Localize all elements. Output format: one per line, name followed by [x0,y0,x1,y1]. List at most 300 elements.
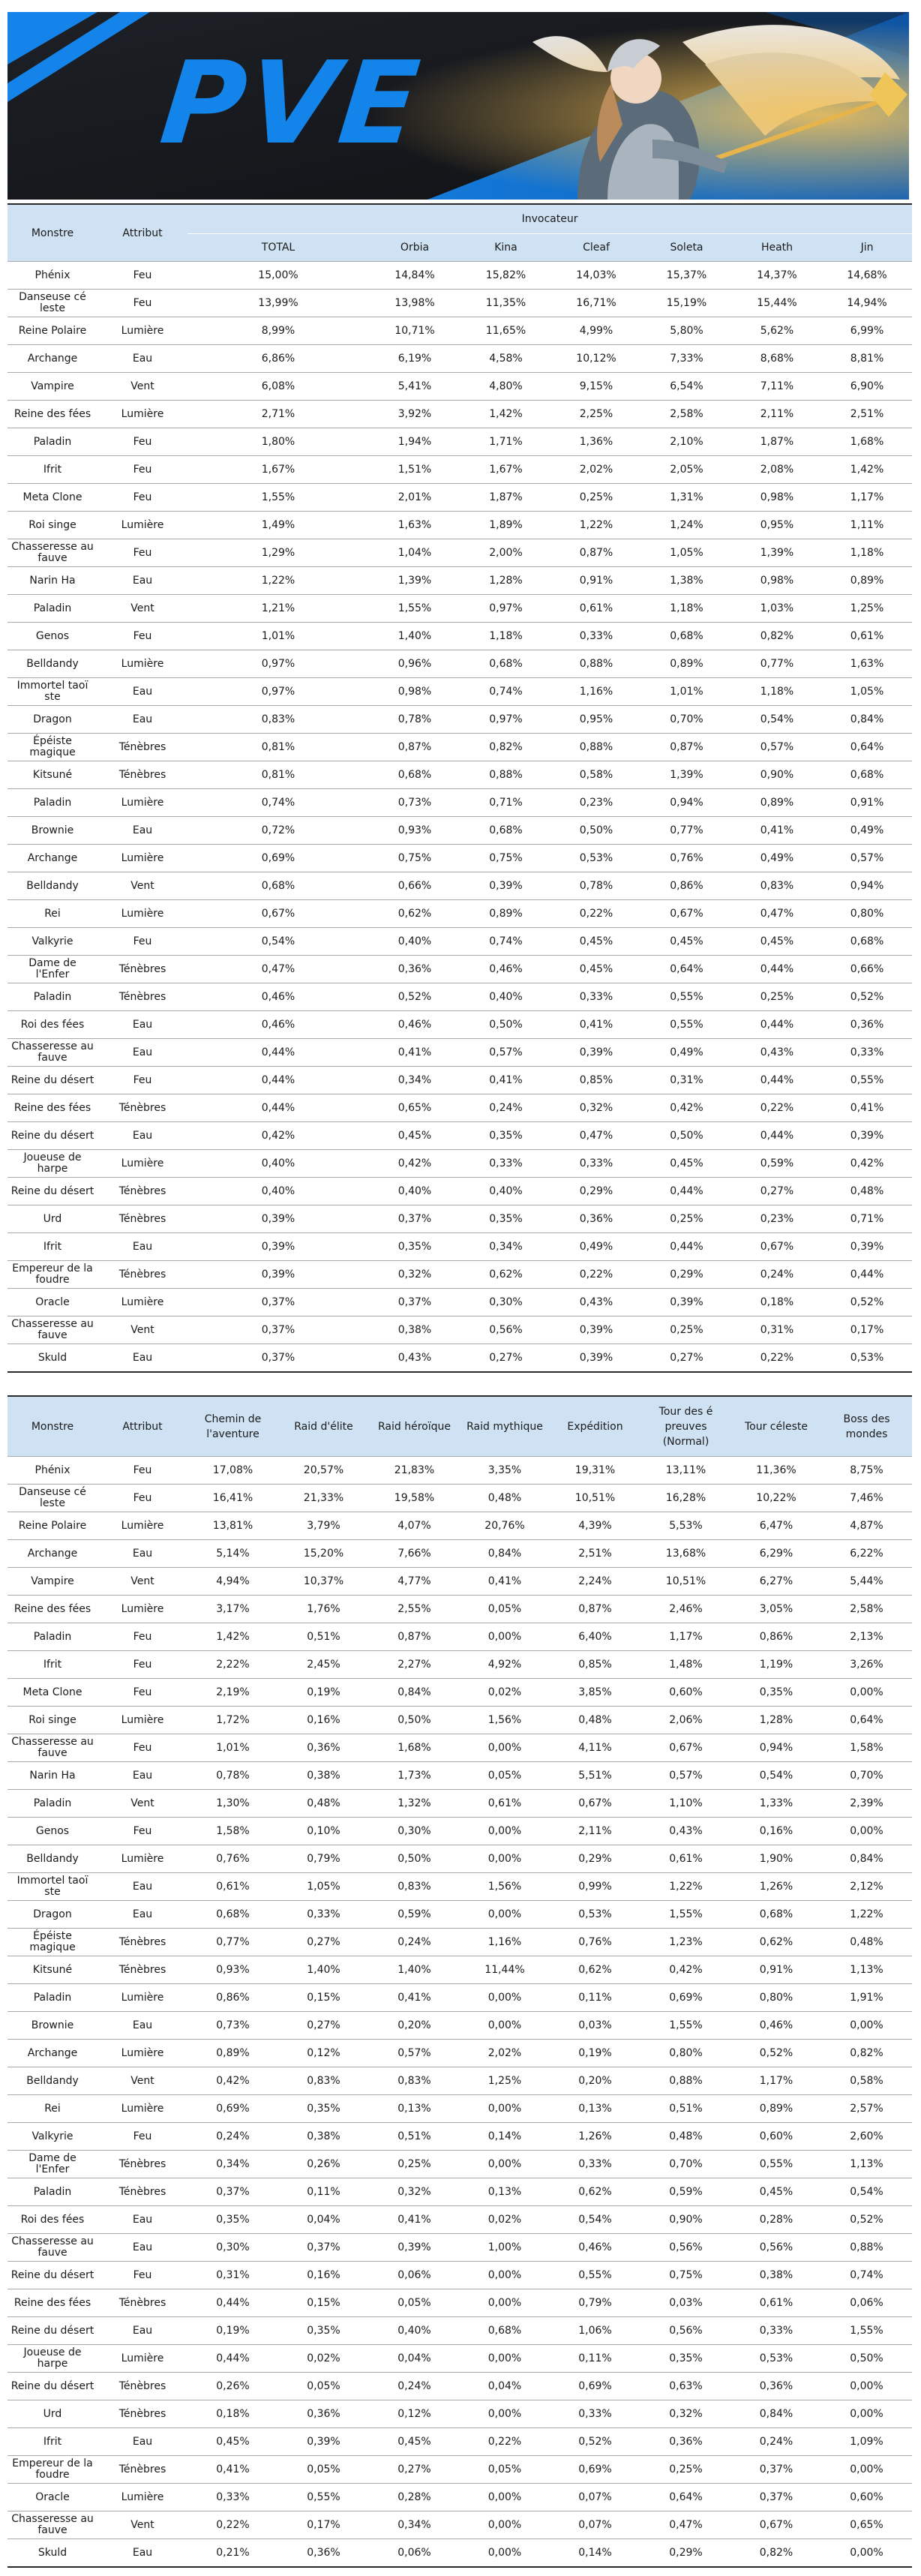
percentage-cell: 0,40% [188,1150,369,1178]
header-mode-1: Attribut [98,1396,188,1457]
percentage-cell: 0,58% [821,2067,912,2095]
percentage-cell: 1,25% [460,2067,550,2095]
table-row [8,345,912,373]
percentage-cell: 0,50% [821,2345,912,2373]
percentage-cell: 21,83% [369,1457,460,1485]
percentage-cell: 0,69% [188,845,369,872]
table-row [8,1485,912,1512]
table-row [8,1623,912,1651]
attribute-cell: Feu [98,2123,188,2151]
percentage-cell: 0,04% [278,2206,369,2234]
percentage-cell: 0,82% [731,2539,821,2568]
percentage-cell: 1,18% [732,678,822,706]
percentage-cell: 0,13% [369,2095,460,2123]
table-row [8,2012,912,2040]
table-row [8,484,912,512]
monster-name-cell: Belldandy [8,2067,98,2095]
percentage-cell: 0,54% [550,2206,640,2234]
percentage-cell: 0,00% [460,2151,550,2178]
attribute-cell: Feu [98,290,188,317]
percentage-cell: 0,12% [369,2400,460,2428]
percentage-cell: 0,83% [188,706,369,734]
table-row [8,2456,912,2484]
percentage-cell: 1,39% [641,761,732,789]
table-row [8,2234,912,2262]
percentage-cell: 0,81% [188,761,369,789]
percentage-cell: 0,55% [641,983,732,1011]
table-row [8,1205,912,1233]
percentage-cell: 0,40% [369,928,460,956]
percentage-cell: 0,37% [188,1317,369,1344]
percentage-cell: 0,59% [369,1901,460,1929]
attribute-cell: Eau [98,2012,188,2040]
percentage-cell: 0,32% [369,1261,460,1289]
percentage-cell: 0,23% [551,789,641,817]
table-row [8,2373,912,2400]
percentage-cell: 1,58% [821,1734,912,1762]
table-row [8,928,912,956]
percentage-cell: 2,58% [641,401,732,428]
monster-name-cell: Valkyrie [8,2123,98,2151]
percentage-cell: 0,41% [369,2206,460,2234]
table-row [8,623,912,650]
monster-name-cell: Roi singe [8,1707,98,1734]
percentage-cell: 0,02% [460,2206,550,2234]
percentage-cell: 0,33% [278,1901,369,1929]
percentage-cell: 1,72% [188,1707,278,1734]
percentage-cell: 0,51% [640,2095,731,2123]
percentage-cell: 0,43% [551,1289,641,1317]
percentage-cell: 0,18% [188,2400,278,2428]
percentage-cell: 0,00% [821,1818,912,1845]
percentage-cell: 4,07% [369,1512,460,1540]
monster-name-cell: Archange [8,845,98,872]
percentage-cell: 4,99% [551,317,641,345]
percentage-cell: 15,44% [732,290,822,317]
attribute-cell: Ténèbres [98,1956,188,1984]
percentage-cell: 11,65% [460,317,551,345]
percentage-cell: 0,86% [188,1984,278,2012]
percentage-cell: 0,38% [278,1762,369,1790]
attribute-cell: Feu [98,428,188,456]
percentage-cell: 1,55% [640,2012,731,2040]
attribute-cell: Ténèbres [98,2400,188,2428]
monster-name-cell: Urd [8,1205,98,1233]
percentage-cell: 0,41% [822,1094,912,1122]
percentage-cell: 2,00% [460,539,551,567]
percentage-cell: 8,81% [822,345,912,373]
percentage-cell: 0,74% [460,678,551,706]
percentage-cell: 0,00% [821,2012,912,2040]
percentage-cell: 7,66% [369,1540,460,1568]
percentage-cell: 1,23% [640,1929,731,1956]
header-invocateur-6: Jin [822,234,912,262]
percentage-cell: 0,00% [821,2456,912,2484]
percentage-cell: 14,94% [822,290,912,317]
table-row [8,678,912,706]
table-row [8,1818,912,1845]
percentage-cell: 1,05% [278,1873,369,1901]
percentage-cell: 0,36% [640,2428,731,2456]
percentage-cell: 0,49% [551,1233,641,1261]
percentage-cell: 0,47% [732,900,822,928]
table-row [8,1651,912,1679]
monster-name-cell: Roi des fées [8,1011,98,1039]
percentage-cell: 0,55% [822,1067,912,1094]
percentage-cell: 0,39% [551,1344,641,1373]
percentage-cell: 0,35% [278,2095,369,2123]
attribute-cell: Eau [98,567,188,595]
percentage-cell: 0,61% [460,1790,550,1818]
attribute-cell: Ténèbres [98,2178,188,2206]
percentage-cell: 0,50% [641,1122,732,1150]
percentage-cell: 0,53% [550,1901,640,1929]
table-row [8,734,912,761]
percentage-cell: 1,28% [460,567,551,595]
percentage-cell: 0,89% [460,900,551,928]
attribute-cell: Ténèbres [98,1261,188,1289]
percentage-cell: 20,76% [460,1512,550,1540]
percentage-cell: 0,24% [369,2373,460,2400]
attribute-cell: Eau [98,706,188,734]
monster-name-cell: Danseuse cé leste [8,1485,98,1512]
percentage-cell: 0,87% [551,539,641,567]
percentage-cell: 0,15% [278,2289,369,2317]
table-row [8,539,912,567]
percentage-cell: 3,92% [369,401,460,428]
percentage-cell: 0,42% [188,1122,369,1150]
header-mode-2: Chemin de l'aventure [188,1396,278,1457]
percentage-cell: 2,11% [732,401,822,428]
percentage-cell: 0,35% [278,2317,369,2345]
percentage-cell: 1,16% [551,678,641,706]
attribute-cell: Lumière [98,2095,188,2123]
percentage-cell: 0,69% [640,1984,731,2012]
header-mode-7: Tour des é preuves (Normal) [640,1396,731,1457]
percentage-cell: 11,35% [460,290,551,317]
table-row [8,1762,912,1790]
table-row [8,1540,912,1568]
percentage-cell: 4,92% [460,1651,550,1679]
percentage-cell: 0,50% [460,1011,551,1039]
percentage-cell: 0,33% [550,2400,640,2428]
percentage-cell: 0,39% [188,1261,369,1289]
percentage-cell: 0,91% [822,789,912,817]
percentage-cell: 6,29% [731,1540,821,1568]
percentage-cell: 0,89% [732,789,822,817]
table-row [8,2151,912,2178]
percentage-cell: 0,98% [369,678,460,706]
percentage-cell: 8,75% [821,1457,912,1485]
percentage-cell: 0,80% [822,900,912,928]
table-row [8,595,912,623]
percentage-cell: 0,22% [460,2428,550,2456]
attribute-cell: Lumière [98,317,188,345]
percentage-cell: 0,75% [369,845,460,872]
attribute-cell: Eau [98,678,188,706]
percentage-cell: 1,36% [551,428,641,456]
percentage-cell: 0,84% [731,2400,821,2428]
percentage-cell: 0,58% [551,761,641,789]
monster-name-cell: Reine du désert [8,1122,98,1150]
monster-name-cell: Genos [8,623,98,650]
percentage-cell: 0,46% [369,1011,460,1039]
percentage-cell: 1,10% [640,1790,731,1818]
attribute-cell: Eau [98,817,188,845]
percentage-cell: 0,37% [731,2484,821,2511]
percentage-cell: 0,44% [641,1178,732,1205]
percentage-cell: 1,55% [188,484,369,512]
percentage-cell: 1,21% [188,595,369,623]
percentage-cell: 2,08% [732,456,822,484]
percentage-cell: 2,27% [369,1651,460,1679]
percentage-cell: 15,37% [641,262,732,290]
table-row [8,456,912,484]
percentage-cell: 0,88% [460,761,551,789]
percentage-cell: 1,94% [369,428,460,456]
percentage-cell: 0,57% [369,2040,460,2067]
percentage-cell: 6,99% [822,317,912,345]
percentage-cell: 0,34% [369,2511,460,2539]
percentage-cell: 0,36% [551,1205,641,1233]
attribute-cell: Eau [98,1011,188,1039]
attribute-cell: Eau [98,1233,188,1261]
percentage-cell: 1,32% [369,1790,460,1818]
percentage-cell: 1,80% [188,428,369,456]
percentage-cell: 0,41% [551,1011,641,1039]
percentage-cell: 0,05% [460,1762,550,1790]
percentage-cell: 8,68% [732,345,822,373]
table-row [8,2428,912,2456]
percentage-cell: 0,91% [551,567,641,595]
percentage-cell: 0,05% [369,2289,460,2317]
percentage-cell: 0,04% [460,2373,550,2400]
percentage-cell: 0,50% [551,817,641,845]
percentage-cell: 1,63% [822,650,912,678]
percentage-cell: 2,39% [821,1790,912,1818]
monster-name-cell: Paladin [8,595,98,623]
percentage-cell: 1,42% [822,456,912,484]
percentage-cell: 0,97% [460,595,551,623]
monster-name-cell: Reine du désert [8,2262,98,2289]
percentage-cell: 21,33% [278,1485,369,1512]
percentage-cell: 0,68% [188,872,369,900]
percentage-cell: 0,25% [641,1317,732,1344]
percentage-cell: 0,56% [731,2234,821,2262]
percentage-cell: 16,71% [551,290,641,317]
percentage-cell: 0,42% [369,1150,460,1178]
percentage-cell: 1,40% [369,1956,460,1984]
monster-name-cell: Oracle [8,2484,98,2511]
percentage-cell: 3,79% [278,1512,369,1540]
monster-name-cell: Dragon [8,1901,98,1929]
percentage-cell: 0,82% [821,2040,912,2067]
percentage-cell: 0,43% [732,1039,822,1067]
percentage-cell: 0,48% [821,1929,912,1956]
percentage-cell: 0,48% [278,1790,369,1818]
attribute-cell: Feu [98,539,188,567]
percentage-cell: 1,06% [550,2317,640,2345]
monster-name-cell: Ifrit [8,2428,98,2456]
percentage-cell: 0,37% [731,2456,821,2484]
percentage-cell: 0,43% [640,1818,731,1845]
table-row [8,2484,912,2511]
percentage-cell: 2,25% [551,401,641,428]
percentage-cell: 10,12% [551,345,641,373]
table-row [8,512,912,539]
percentage-cell: 0,38% [278,2123,369,2151]
percentage-cell: 0,51% [278,1623,369,1651]
monster-name-cell: Chasseresse au fauve [8,2234,98,2262]
table-row [8,1901,912,1929]
percentage-cell: 1,40% [278,1956,369,1984]
header-mode-9: Boss des mondes [821,1396,912,1457]
percentage-cell: 0,59% [640,2178,731,2206]
percentage-cell: 0,56% [640,2317,731,2345]
percentage-cell: 0,86% [731,1623,821,1651]
percentage-cell: 1,05% [641,539,732,567]
percentage-cell: 0,25% [640,2456,731,2484]
percentage-cell: 0,87% [369,1623,460,1651]
percentage-cell: 0,82% [460,734,551,761]
table-row [8,1067,912,1094]
monster-name-cell: Reine du désert [8,2317,98,2345]
percentage-cell: 0,44% [732,1067,822,1094]
percentage-cell: 1,18% [822,539,912,567]
percentage-cell: 0,41% [369,1039,460,1067]
percentage-cell: 0,31% [188,2262,278,2289]
attribute-cell: Eau [98,345,188,373]
attribute-cell: Lumière [98,1512,188,1540]
percentage-cell: 2,55% [369,1596,460,1623]
percentage-cell: 0,31% [641,1067,732,1094]
percentage-cell: 0,55% [278,2484,369,2511]
table-row [8,2178,912,2206]
attribute-cell: Lumière [98,1707,188,1734]
percentage-cell: 0,90% [732,761,822,789]
table-row [8,1512,912,1540]
table-row [8,2262,912,2289]
percentage-cell: 2,05% [641,456,732,484]
percentage-cell: 0,33% [460,1150,551,1178]
percentage-cell: 0,20% [550,2067,640,2095]
percentage-cell: 0,64% [641,956,732,983]
monster-name-cell: Chasseresse au fauve [8,1734,98,1762]
percentage-cell: 1,42% [188,1623,278,1651]
percentage-cell: 0,34% [460,1233,551,1261]
percentage-cell: 1,26% [731,1873,821,1901]
table-row [8,1178,912,1205]
percentage-cell: 0,77% [188,1929,278,1956]
percentage-cell: 0,80% [731,1984,821,2012]
attribute-cell: Lumière [98,2040,188,2067]
percentage-cell: 0,44% [188,2345,278,2373]
percentage-cell: 0,22% [188,2511,278,2539]
monster-name-cell: Chasseresse au fauve [8,539,98,567]
table-row [8,1734,912,1762]
monster-name-cell: Roi singe [8,512,98,539]
percentage-cell: 0,36% [278,1734,369,1762]
attribute-cell: Feu [98,623,188,650]
percentage-cell: 0,53% [551,845,641,872]
percentage-cell: 0,94% [731,1734,821,1762]
percentage-cell: 0,74% [188,789,369,817]
attribute-cell: Feu [98,1734,188,1762]
percentage-cell: 6,22% [821,1540,912,1568]
header-invocateur-2: Kina [460,234,551,262]
percentage-cell: 1,63% [369,512,460,539]
percentage-cell: 0,45% [551,956,641,983]
percentage-cell: 0,53% [822,1344,912,1373]
monster-name-cell: Paladin [8,2178,98,2206]
attribute-cell: Ténèbres [98,2151,188,2178]
percentage-cell: 0,27% [278,1929,369,1956]
percentage-cell: 0,60% [731,2123,821,2151]
percentage-cell: 0,77% [641,817,732,845]
percentage-cell: 0,42% [641,1094,732,1122]
header-total: TOTAL [188,234,369,262]
percentage-cell: 0,61% [188,1873,278,1901]
percentage-cell: 0,27% [278,2012,369,2040]
table-row [8,1457,912,1485]
percentage-cell: 0,76% [641,845,732,872]
percentage-cell: 0,30% [188,2234,278,2262]
monster-name-cell: Belldandy [8,872,98,900]
percentage-cell: 0,15% [278,1984,369,2012]
percentage-cell: 0,57% [460,1039,551,1067]
percentage-cell: 0,44% [188,1094,369,1122]
percentage-cell: 0,27% [460,1344,551,1373]
attribute-cell: Vent [98,373,188,401]
percentage-cell: 1,11% [822,512,912,539]
percentage-cell: 0,95% [551,706,641,734]
percentage-cell: 4,58% [460,345,551,373]
percentage-cell: 0,33% [551,983,641,1011]
monster-name-cell: Immortel taoï ste [8,678,98,706]
percentage-cell: 1,25% [822,595,912,623]
monster-name-cell: Chasseresse au fauve [8,1317,98,1344]
monster-name-cell: Paladin [8,983,98,1011]
percentage-cell: 1,30% [188,1790,278,1818]
percentage-cell: 0,17% [822,1317,912,1344]
percentage-cell: 0,74% [460,928,551,956]
percentage-cell: 0,04% [369,2345,460,2373]
percentage-cell: 0,59% [732,1150,822,1178]
percentage-cell: 2,06% [640,1707,731,1734]
percentage-cell: 0,32% [551,1094,641,1122]
percentage-cell: 0,37% [188,1289,369,1317]
percentage-cell: 0,07% [550,2511,640,2539]
percentage-cell: 0,47% [551,1122,641,1150]
monster-name-cell: Roi des fées [8,2206,98,2234]
table-row [8,373,912,401]
monster-name-cell: Valkyrie [8,928,98,956]
attribute-cell: Eau [98,1039,188,1067]
table-row [8,2345,912,2373]
percentage-cell: 0,16% [278,2262,369,2289]
percentage-cell: 0,02% [278,2345,369,2373]
table-row [8,1317,912,1344]
percentage-cell: 0,42% [188,2067,278,2095]
attribute-cell: Feu [98,1651,188,1679]
table-row [8,262,912,290]
monster-name-cell: Dame de l'Enfer [8,956,98,983]
percentage-cell: 0,40% [369,1178,460,1205]
table-row [8,2095,912,2123]
percentage-cell: 15,00% [188,262,369,290]
table-row [8,872,912,900]
percentage-cell: 0,55% [731,2151,821,2178]
